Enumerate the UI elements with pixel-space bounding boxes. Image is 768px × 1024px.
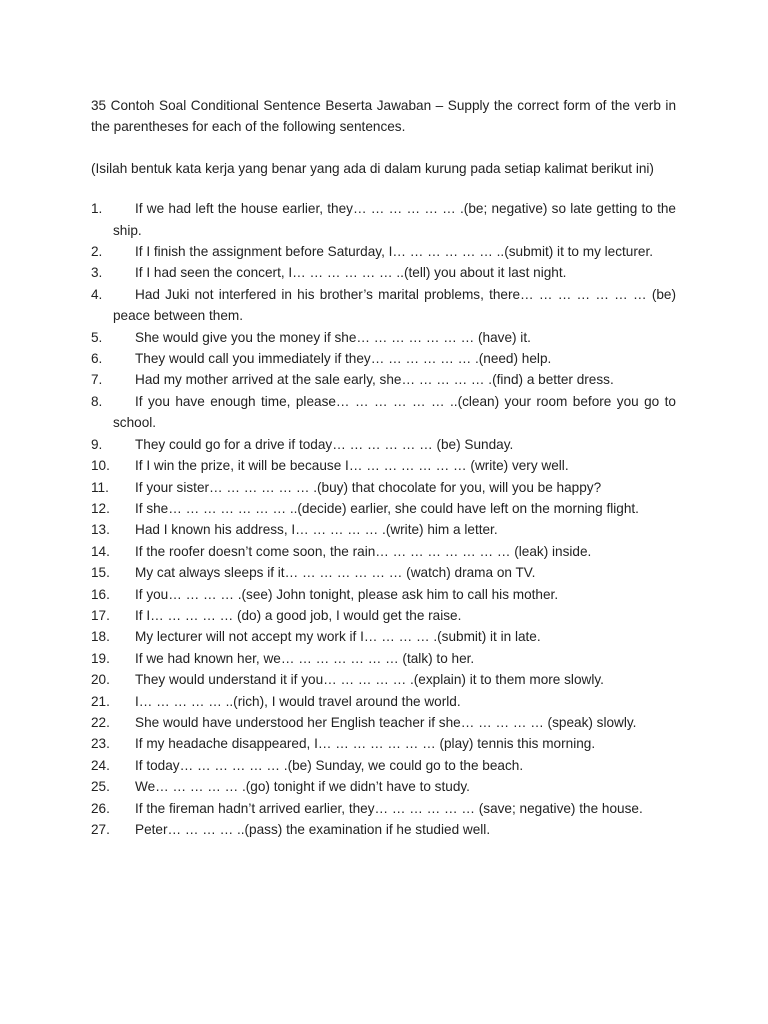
item-number: 9. <box>91 436 103 452</box>
item-text: She would have understood her English teacher if she… … … … … (speak) slowly. <box>135 714 637 730</box>
exercise-item <box>91 327 676 348</box>
exercise-item <box>91 798 676 819</box>
item-number: 14. <box>91 543 110 559</box>
exercise-item <box>91 369 676 390</box>
item-text: If today… … … … … … .(be) Sunday, we could go to the beach. <box>135 757 524 773</box>
exercise-item <box>91 605 676 626</box>
exercise-item <box>91 626 676 647</box>
item-text: If my headache disappeared, I… … … … … … … (play) tennis this morning. <box>135 736 596 752</box>
item-number: 7. <box>91 372 103 388</box>
exercise-item <box>91 712 676 733</box>
exercise-item <box>91 262 676 283</box>
exercise-item <box>91 755 676 776</box>
item-number: 24. <box>91 757 110 773</box>
item-text: If you have enough time, please… … … … … … ..(clean) your room before you go to school. <box>113 393 676 431</box>
item-number: 4. <box>91 286 103 302</box>
exercise-item <box>91 434 676 455</box>
exercise-item <box>91 348 676 369</box>
exercise-list <box>91 198 676 840</box>
item-text: If the fireman hadn’t arrived earlier, they… … … … … … (save; negative) the house. <box>135 800 643 816</box>
item-text: They would call you immediately if they… … … … … … .(need) help. <box>135 351 552 367</box>
exercise-item <box>91 691 676 712</box>
item-text: If the roofer doesn’t come soon, the rain… … … … … … … … (leak) inside. <box>135 543 592 559</box>
exercise-item <box>91 733 676 754</box>
item-text: If we had left the house earlier, they… … … … … … .(be; negative) so late getting to the ship. <box>113 201 676 238</box>
item-text: Peter… … … … ..(pass) the examination if he studied well. <box>135 822 491 837</box>
item-text: If I finish the assignment before Saturday, I… … … … … … ..(submit) it to my lecturer. <box>135 244 653 260</box>
item-text: They would understand it if you… … … … … .(explain) it to them more slowly. <box>135 672 604 688</box>
item-text: If we had known her, we… … … … … … … (talk) to her. <box>135 650 475 666</box>
item-number: 26. <box>91 800 110 816</box>
item-number: 2. <box>91 244 103 260</box>
exercise-item <box>91 477 676 498</box>
exercise-item <box>91 562 676 583</box>
item-number: 6. <box>91 351 103 367</box>
exercise-item <box>91 819 676 840</box>
exercise-item <box>91 391 676 434</box>
item-number: 12. <box>91 500 110 516</box>
item-number: 23. <box>91 736 110 752</box>
item-number: 16. <box>91 586 110 602</box>
item-number: 11. <box>91 479 109 495</box>
item-text: They could go for a drive if today… … … … … … (be) Sunday. <box>135 436 514 452</box>
item-number: 1. <box>91 201 103 217</box>
item-number: 20. <box>91 672 110 688</box>
item-text: If she… … … … … … … ..(decide) earlier, she could have left on the morning flight. <box>135 500 639 516</box>
item-text: I… … … … … ..(rich), I would travel around the world. <box>135 693 461 709</box>
item-text: Had I known his address, I… … … … … .(write) him a letter. <box>135 522 498 538</box>
item-number: 22. <box>91 714 110 730</box>
exercise-item <box>91 284 676 327</box>
item-text: We… … … … … .(go) tonight if we didn’t have to study. <box>135 779 470 795</box>
item-number: 21. <box>91 693 110 709</box>
item-number: 8. <box>91 393 103 409</box>
item-number: 13. <box>91 522 110 538</box>
item-number: 10. <box>91 458 110 474</box>
item-number: 19. <box>91 650 110 666</box>
item-number: 15. <box>91 565 110 581</box>
exercise-item <box>91 519 676 540</box>
item-text: If your sister… … … … … … .(buy) that chocolate for you, will you be happy? <box>135 479 602 495</box>
item-text: She would give you the money if she… … … … … … … (have) it. <box>135 329 531 345</box>
item-text: Had my mother arrived at the sale early, she… … … … … .(find) a better dress. <box>135 372 614 388</box>
exercise-item <box>91 541 676 562</box>
exercise-item <box>91 669 676 690</box>
exercise-item <box>91 776 676 797</box>
item-text: Had Juki not interfered in his brother’s marital problems, there… … … … … … … (be) peace between them. <box>113 286 676 324</box>
item-text: If I… … … … … (do) a good job, I would get the raise. <box>135 607 462 623</box>
item-number: 27. <box>91 822 110 837</box>
item-text: If you… … … … .(see) John tonight, please ask him to call his mother. <box>135 586 559 602</box>
item-number: 5. <box>91 329 103 345</box>
exercise-item <box>91 648 676 669</box>
exercise-item <box>91 455 676 476</box>
item-number: 25. <box>91 779 110 795</box>
instruction-paragraph: (Isilah bentuk kata kerja yang benar yang ada di dalam kurung pada setiap kalimat berikut ini) <box>91 160 654 176</box>
item-number: 3. <box>91 265 103 281</box>
intro-paragraph: 35 Contoh Soal Conditional Sentence Beserta Jawaban – Supply the correct form of the verb in the parentheses for each of the following sentences. <box>91 98 676 135</box>
item-text: My cat always sleeps if it… … … … … … … (watch) drama on TV. <box>135 565 536 581</box>
item-text: My lecturer will not accept my work if I… … … … .(submit) it in late. <box>135 629 541 645</box>
exercise-item <box>91 198 676 241</box>
exercise-item <box>91 498 676 519</box>
item-text: If I had seen the concert, I… … … … … … ..(tell) you about it last night. <box>135 265 567 281</box>
exercise-item <box>91 584 676 605</box>
exercise-item <box>91 241 676 262</box>
item-number: 17. <box>91 607 110 623</box>
item-number: 18. <box>91 629 110 645</box>
item-text: If I win the prize, it will be because I… … … … … … … (write) very well. <box>135 458 569 474</box>
